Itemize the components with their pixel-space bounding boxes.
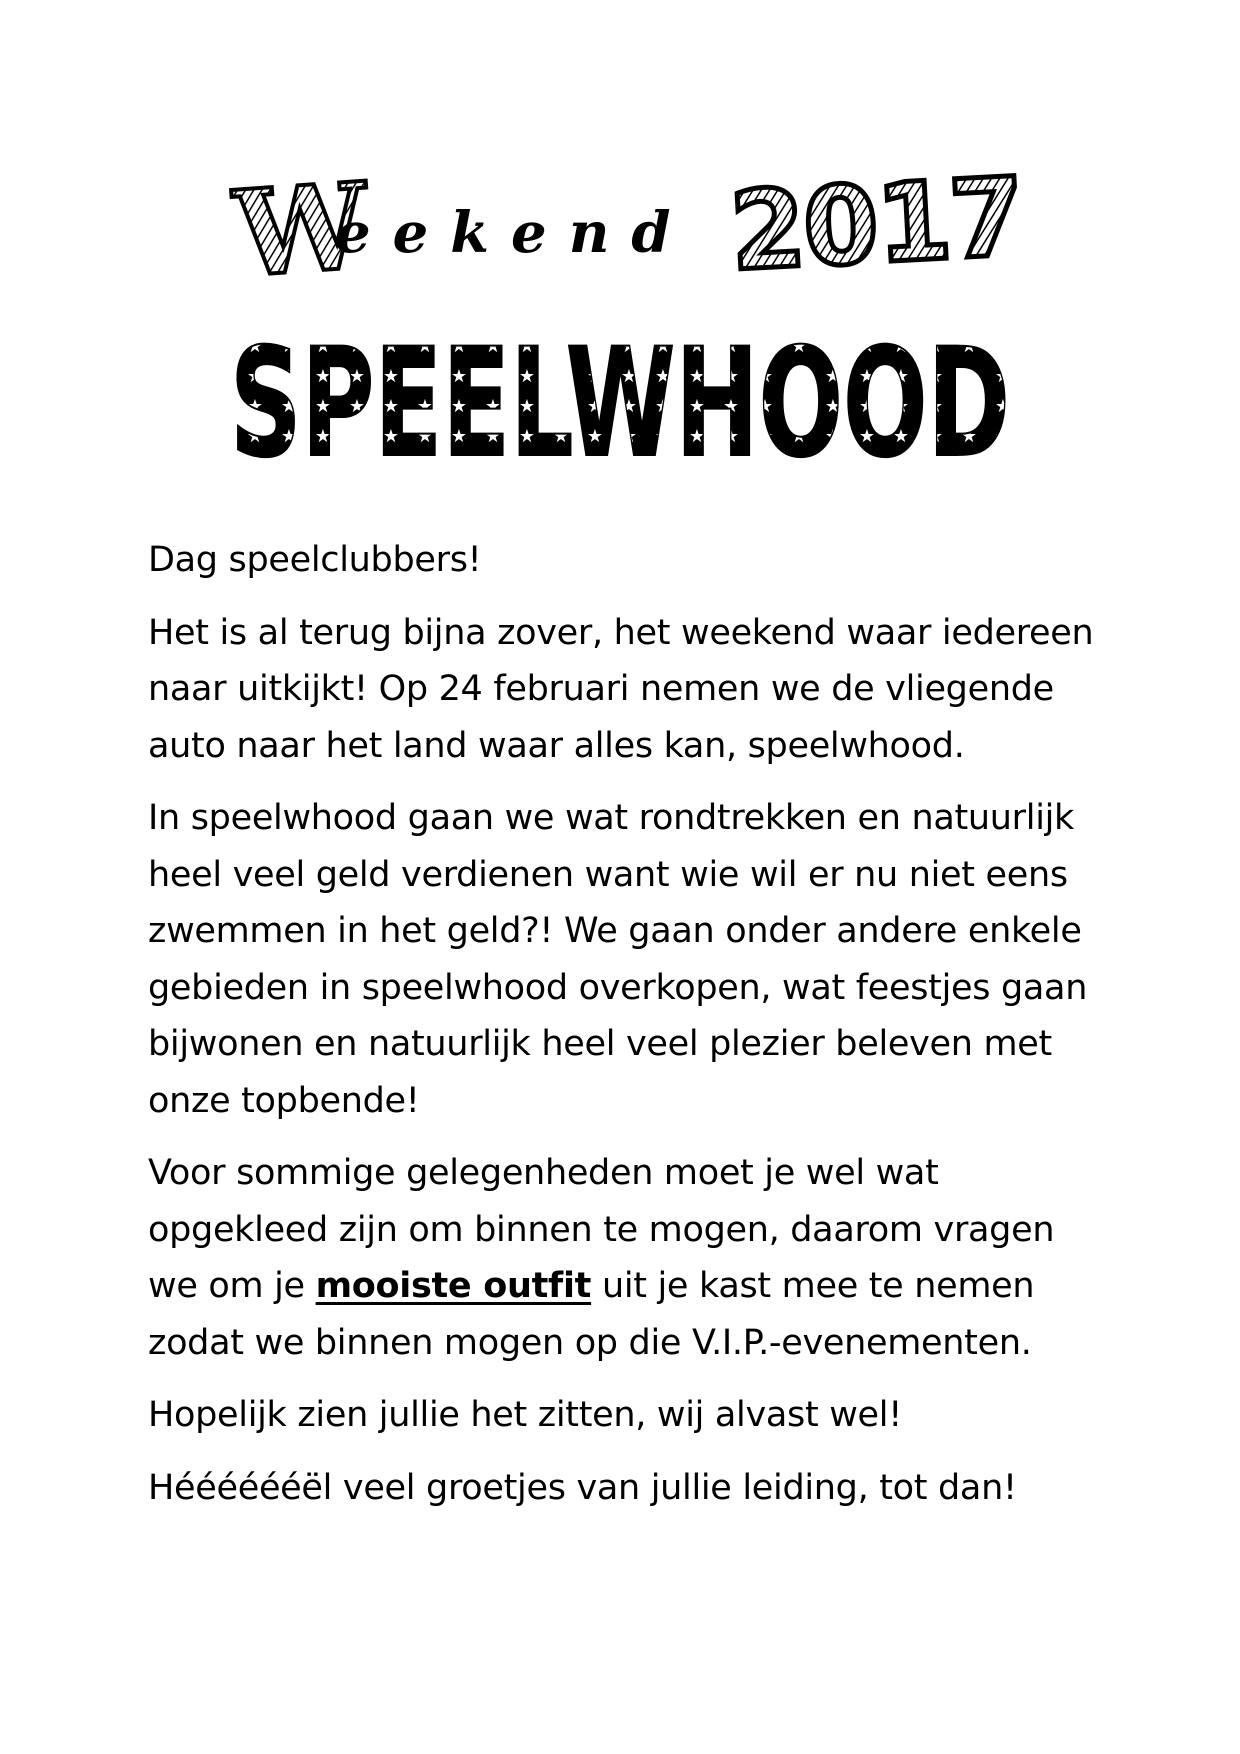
outfit-text-after: uit je kast mee te nemen zodat we binnen mogen op die V.I.P.-evenementen. [148, 1266, 1035, 1363]
paragraph-intro: Het is al terug bijna zover, het weekend waar iedereen naar uitkijkt! Op 24 februari nemen we de vliegende auto naar het land waar alles kan, speelwhood. [148, 612, 1094, 766]
letter-body [148, 532, 1108, 1532]
title-block [0, 150, 1240, 490]
closing: Hééééééël veel groetjes van jullie leiding, tot dan! [148, 1467, 1017, 1508]
weekend-word: eekend [335, 200, 693, 266]
paragraph-outfit [148, 1145, 1108, 1371]
main-title: SPEELWHOOD [230, 317, 1010, 490]
paragraph-activities: In speelwhood gaan we wat rondtrekken en natuurlijk heel veel geld verdienen want wie wil er nu niet eens zwemmen in het geld?! We gaan onder andere enkele gebieden in speelwhood overkopen, wat feestjes gaan bijwonen en natuurlijk heel veel plezier beleven met onze topbende! [148, 798, 1088, 1121]
outfit-text-before: Voor sommige gelegenheden moet je wel wat opgekleed zijn om binnen te mogen, daarom vragen we om je [148, 1153, 1055, 1306]
year-heading: 2017 [727, 155, 1026, 296]
paragraph-hope: Hopelijk zien jullie het zitten, wij alvast wel! [148, 1395, 902, 1435]
weekend-initial-w: W [230, 155, 373, 304]
outfit-emphasis: mooiste outfit [315, 1266, 592, 1306]
greeting: Dag speelclubbers! [148, 540, 482, 580]
weekend-heading [228, 156, 692, 304]
